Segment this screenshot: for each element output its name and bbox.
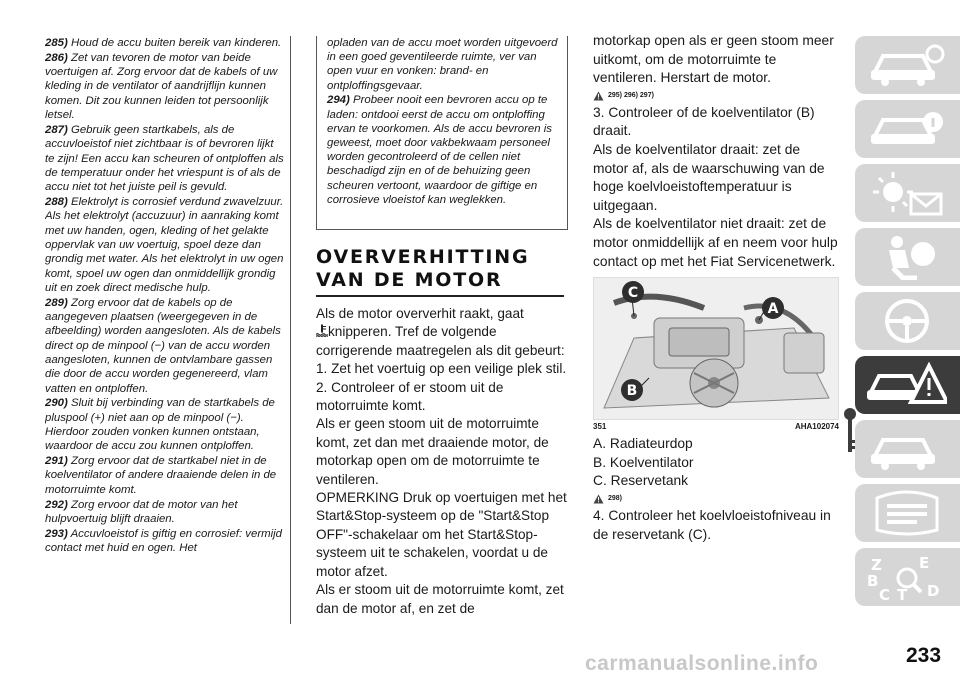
warning-triangle-icon: [593, 91, 604, 101]
heading-rule: [316, 295, 564, 297]
tab-dashboard-lights[interactable]: [855, 164, 960, 222]
chapter-tabs: [847, 36, 960, 636]
step-4: 4. Controleer het koelvloeistofniveau in de reservetank (C).: [593, 507, 831, 542]
paragraph-note: OPMERKING Druk op voertuigen met het Start&Stop-systeem op de "Start&Stop OFF"-schakelaar om het Start&Stop-systeem uit te schakelen, voordat u de motor afzet.: [316, 490, 567, 579]
paragraph-restart: motorkap open als er geen stoom meer uitkomt, om de motorruimte te ventileren. Herstart de motor.: [593, 33, 834, 86]
tab-starting-driving[interactable]: [855, 292, 960, 350]
alphabetical-index-icon: [867, 554, 947, 600]
note-285: 285) Houd de accu buiten bereik van kinderen.: [45, 37, 282, 49]
tab-technical-data[interactable]: [855, 484, 960, 542]
legend-a: A. Radiateurdop: [593, 436, 693, 452]
step-1: 1. Zet het voertuig op een veilige plek stil.: [316, 361, 567, 377]
index-letter-e: E: [919, 554, 930, 572]
index-letter-c: C: [879, 586, 891, 600]
right-column: [593, 32, 839, 632]
paragraph-fan-running: Als de koelventilator draait: zet de motor af, als de waarschuwing van de hoge koelvloeistoftemperatuur is uitgegaan.: [593, 141, 825, 213]
tab-emergency[interactable]: [855, 356, 960, 414]
airbag-icon: [867, 234, 947, 280]
paragraph-steam: Als er stoom uit de motorruimte komt, zet dan de motor af, en zet de: [316, 582, 564, 616]
index-letter-b: B: [867, 572, 879, 590]
figure-label-a: A: [767, 301, 779, 318]
warning-triangle-icon: [593, 494, 604, 504]
index-letter-d: D: [927, 582, 940, 600]
note-290: 290) Sluit bij verbinding van de startkabels de pluspool (+) niet aan op de minpool (−). Hierdoor zouden vonken kunnen ontstaan, waardoor de accu zou kunnen ontploffen.: [45, 397, 275, 453]
note-287: 287) Gebruik geen startkabels, als de accuvloeistof niet zichtbaar is of bevroren lijkt te zijn! Een accu kan scheuren of ontploffen als de temperatuur onder het vriespunt is of als de accu niet tot het juiste peil is gevuld.: [45, 123, 284, 194]
warning-box: [316, 36, 568, 230]
middle-column: [316, 36, 568, 624]
index-letter-t: T: [897, 586, 908, 600]
engine-bay-illustration: [594, 278, 838, 419]
car-service-icon: [867, 426, 947, 472]
legend-b: B. Koelventilator: [593, 454, 694, 470]
warning-references-1: 295) 296) 297): [593, 90, 839, 102]
warning-light-icon: [867, 170, 947, 216]
paragraph-fan-not-running: Als de koelventilator niet draait: zet de motor onmiddellijk af en neem voor hulp contact op met het Fiat Servicenetwerk.: [593, 216, 838, 269]
paragraph-no-steam: Als er geen stoom uit de motorruimte komt, zet dan met draaiende motor, de motorkap open om de motorruimte te ventileren.: [316, 416, 549, 487]
index-letter-z: Z: [871, 556, 882, 574]
car-icon: [867, 42, 947, 88]
warning-references-2: 298): [593, 493, 839, 505]
step-2: 2. Controleer of er stoom uit de motorruimte komt.: [316, 379, 504, 414]
car-info-icon: [867, 106, 947, 152]
watermark: carmanualsonline.info: [585, 652, 819, 675]
note-286: 286) Zet van tevoren de motor van beide voertuigen af. Zorg ervoor dat de kabels of uw kleding in de ventilator of aandrijflijn kunnen komen. Dit zou kunnen leiden tot persoonlijk letsel.: [45, 51, 278, 122]
figure-number: 351: [593, 422, 607, 432]
steering-wheel-icon: [867, 298, 947, 344]
figure-code: AHA102074: [794, 422, 839, 432]
tab-safety[interactable]: [855, 228, 960, 286]
figure-caption: [593, 422, 839, 431]
figure-label-b: B: [626, 383, 638, 400]
tab-servicing[interactable]: [855, 420, 960, 478]
note-288: 288) Elektrolyt is corrosief verdund zwavelzuur. Als het elektrolyt (accuzuur) in aanraking komt met uw handen, ogen, kleding of het gelakte oppervlak van uw voertuig, spoel deze dan grondig met water. Als het elektrolyt in uw ogen komt, spoel uw ogen dan onmiddellijk grondig uit en zoek direct medische hulp.: [45, 196, 284, 294]
legend-c: C. Reservetank: [593, 473, 689, 489]
note-292: 292) Zorg ervoor dat de motor van het hulpvoertuig blijft draaien.: [45, 498, 238, 525]
engine-bay-figure: [593, 277, 839, 420]
note-289: 289) Zorg ervoor dat de kabels op de aangegeven plaatsen (weergegeven in de afbeelding) worden aangesloten. Als de kabels direct op de minpool (−) van de accu worden aangesloten, kunnen de ontvlambare gassen die door de accu worden gegenereerd, vlam vatten en ontploffen.: [45, 296, 281, 395]
figure-label-c: C: [627, 285, 639, 302]
technical-data-icon: [867, 490, 947, 536]
step-3: 3. Controleer of de koelventilator (B) draait.: [593, 104, 815, 139]
note-291: 291) Zorg ervoor dat de startkabel niet in de koelventilator of andere draaiende delen in de motorruimte komt.: [45, 455, 277, 496]
note-294: 294) Probeer nooit een bevroren accu op te laden: ontdooi eerst de accu om ontploffing ervan te voorkomen. Als de accu bevroren is geweest, moet door vakbekwaam personeel worden gecontroleerd of de cellen niet beschadigd zijn en of de behuizing geen scheuren vertoont, waardoor de giftige en corrosieve vloeistof kan weglekken.: [327, 94, 552, 206]
left-notes-column: [45, 36, 291, 624]
tab-car-overview[interactable]: [855, 36, 960, 94]
tab-car-knowledge[interactable]: [855, 100, 960, 158]
section-heading: OVERVERHITTING VAN DE MOTOR: [316, 246, 530, 291]
paragraph-intro: Als de motor oververhit raakt, gaat knipperen. Tref de volgende corrigerende maatregelen als dit gebeurt:: [316, 306, 565, 358]
breakdown-icon: [867, 362, 947, 408]
page-number: 233: [906, 644, 942, 667]
note-293: 293) Accuvloeistof is giftig en corrosief: vermijd contact met huid en ogen. Het: [45, 527, 283, 555]
coolant-temperature-icon: [316, 324, 328, 337]
tab-index[interactable]: [855, 548, 960, 606]
note-293-continued: opladen van de accu moet worden uitgevoerd in een goed geventileerde ruimte, ver van open vuur en vonken: brand- en ontploffingsgevaar.: [327, 37, 558, 92]
